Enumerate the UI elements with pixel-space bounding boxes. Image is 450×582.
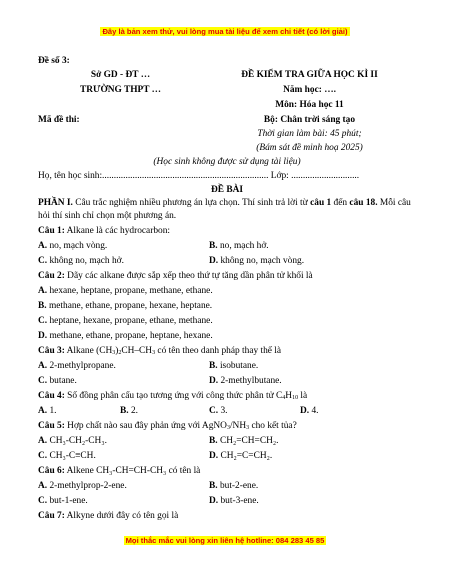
part1-from: câu 1 — [310, 198, 332, 208]
option-d[interactable]: D. 2-methylbutane. — [209, 376, 282, 386]
option-d[interactable]: D. không no, mạch vòng. — [209, 256, 305, 266]
option-a[interactable]: A. CH₃-CH₂-CH₃. — [38, 436, 107, 446]
option-c[interactable]: C. but-1-ene. — [38, 496, 88, 506]
question-number: Câu 6: — [38, 466, 65, 476]
question-number: Câu 4: — [38, 391, 65, 401]
hotline-banner — [0, 536, 450, 545]
option-d[interactable]: D. CH₂=C=CH₂. — [209, 451, 273, 461]
question-number: Câu 2: — [38, 271, 65, 281]
preview-notice-banner — [0, 27, 450, 36]
option-a[interactable]: A. 1. — [38, 406, 57, 416]
part1-label: PHẦN I. — [38, 198, 73, 208]
option-b[interactable]: B. methane, ethane, propane, hexane, heptane. — [38, 301, 213, 311]
part1-instructions — [38, 197, 416, 223]
part1-text-to: đến — [331, 198, 350, 208]
question-1 — [38, 226, 416, 237]
question-number: Câu 5: — [38, 421, 65, 431]
question-6 — [38, 466, 416, 477]
school-name: TRƯỜNG THPT … — [79, 85, 162, 95]
school-year: Năm học: …. — [283, 85, 336, 95]
option-b[interactable]: B. CH₂=CH=CH₂. — [209, 436, 279, 446]
no-documents-note: (Học sinh không được sử dụng tài liệu) — [153, 157, 301, 167]
subject-name: Môn: Hóa học 11 — [275, 100, 344, 110]
question-number: Câu 1: — [38, 226, 65, 236]
option-c[interactable]: C. CH₃-C≡CH. — [38, 451, 96, 461]
preview-notice-text: Đây là bản xem thử, vui lòng mua tài liệu để xem chi tiết (có lời giải) — [102, 27, 348, 36]
option-a[interactable]: A. 2-methylprop-2-ene. — [38, 481, 127, 491]
question-3: Câu 3: Alkane $(CH_3)_2CH-CH_3$ có tên theo danh pháp thay thế là — [38, 346, 282, 356]
question-2 — [38, 271, 416, 282]
exam-note: (Bám sát đề minh hoạ 2025) — [256, 143, 363, 153]
exam-number: Đề số 3: — [38, 56, 70, 66]
question-5: Câu 5: Hợp chất nào sau đây phản ứng với $AgNO_3/NH_3$ cho kết tủa? — [38, 421, 297, 431]
question-stem: Dãy các alkane được sắp xếp theo thứ tự tăng dần phân tử khối là — [64, 271, 313, 281]
option-c[interactable]: C. 3. — [209, 406, 228, 416]
exam-title: ĐỀ KIỂM TRA GIỮA HỌC KÌ II — [241, 70, 378, 80]
student-name-line: Họ, tên học sinh:....................................................................... Lớp: ............................. — [38, 171, 360, 181]
question-stem: Alkene CH₃-CH=CH-CH₃ có tên là — [64, 466, 201, 476]
exam-code-label: Mã đề thi: — [38, 115, 80, 125]
option-d[interactable]: D. 4. — [300, 406, 319, 416]
question-stem: Alkane là các hydrocarbon: — [64, 226, 170, 236]
option-c[interactable]: C. không no, mạch hở. — [38, 256, 124, 266]
option-d[interactable]: D. but-3-ene. — [209, 496, 259, 506]
option-c[interactable]: C. heptane, hexane, propane, ethane, methane. — [38, 316, 213, 326]
question-stem: Alkyne dưới đây có tên gọi là — [64, 511, 179, 521]
option-a[interactable]: A. 2-methylpropane. — [38, 361, 116, 371]
option-b[interactable]: B. 2. — [120, 406, 138, 416]
section-title: ĐỀ BÀI — [210, 185, 244, 195]
part1-text-end: Mỗi câu hỏi thí sinh chỉ chọn một phương án. — [38, 198, 411, 221]
option-c[interactable]: C. butane. — [38, 376, 77, 386]
book-series: Bộ: Chân trời sáng tạo — [263, 115, 356, 125]
question-4: Câu 4: Số đồng phân cấu tạo tương ứng với công thức phân tử $C_4H_{10}$ là — [38, 391, 308, 401]
question-number: Câu 7: — [38, 511, 65, 521]
option-a[interactable]: A. hexane, heptane, propane, methane, ethane. — [38, 286, 213, 296]
question-number: Câu 3: — [38, 346, 65, 356]
part1-text: Câu trắc nghiệm nhiều phương án lựa chọn. Thí sinh trả lời từ — [72, 198, 311, 208]
option-b[interactable]: B. no, mạch hở. — [209, 241, 269, 251]
hotline-text: Mọi thắc mắc vui lòng xin liên hệ hotline: 084 283 45 85 — [125, 536, 325, 545]
option-b[interactable]: B. isobutane. — [209, 361, 259, 371]
question-7 — [38, 511, 416, 522]
time-limit: Thời gian làm bài: 45 phút; — [257, 129, 362, 139]
option-d[interactable]: D. methane, ethane, propane, heptane, hexane. — [38, 331, 213, 341]
option-a[interactable]: A. no, mạch vòng. — [38, 241, 108, 251]
department-name: Sở GD - ĐT … — [90, 70, 151, 80]
part1-to: câu 18. — [349, 198, 378, 208]
option-b[interactable]: B. but-2-ene. — [209, 481, 259, 491]
